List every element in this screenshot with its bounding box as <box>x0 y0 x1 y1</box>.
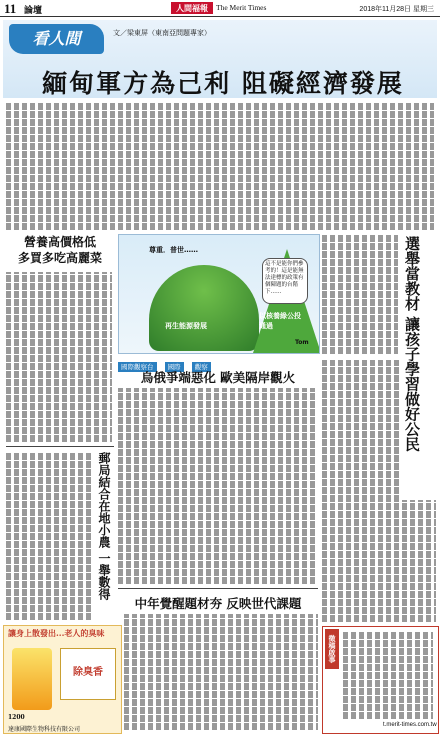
ad-product-image <box>12 648 52 710</box>
issue-date: 2018年11月28日 星期三 <box>359 6 434 13</box>
call-for-submissions-box <box>322 626 439 734</box>
bottom-article-text <box>124 614 318 730</box>
page-number: 11 <box>4 1 17 16</box>
ad-title: 讓身上散發出...老人的臭味 <box>8 628 105 638</box>
lead-article-text <box>6 102 434 230</box>
right-upper-text <box>322 234 398 354</box>
left-article-text <box>6 272 112 442</box>
ad-product-name: 除臭香 <box>73 667 103 678</box>
divider <box>6 446 114 447</box>
byline: 文／梁東屏（東南亞問題專家） <box>113 29 211 37</box>
right-vertical-headline: 選舉當教材 讓孩子學習做好公民 <box>403 236 421 452</box>
cartoon-caption-1: 尊重．普世…… <box>149 246 198 254</box>
cartoon-speech-bubble: 這不是能你們參考的！這是能無法達標的政策有個陳題的台階下…… <box>262 258 308 304</box>
left-headline-line2: 多買多吃高麗菜 <box>17 251 102 265</box>
tag-row <box>118 354 318 371</box>
advertisement[interactable] <box>3 625 122 734</box>
page-header <box>0 0 440 17</box>
divider <box>118 588 318 589</box>
cartoon-artist: Tom <box>295 339 309 346</box>
left-vertical-headline: 郵局結合在地小農 一舉數得 <box>97 452 111 601</box>
mid-article-text <box>118 388 318 584</box>
tag-1: 國際觀察台 <box>118 362 157 372</box>
tag-3: 觀察 <box>192 362 211 372</box>
left-headline-line1: 營養高價格低 <box>23 235 96 249</box>
tag-2: 國際 <box>165 362 184 372</box>
section-name: 論壇 <box>24 6 43 16</box>
newspaper-logo: 人間福報 <box>171 2 213 14</box>
left-lower-text <box>6 452 92 620</box>
submissions-label: 徵稿啟事 <box>325 629 339 669</box>
mid-headline: 烏俄爭端惡化 歐美隔岸觀火 <box>140 370 296 385</box>
cartoon-caption-2: 再生能源發展 <box>165 322 207 330</box>
cartoon-caption-3: 以核養綠公投通過 <box>259 312 301 330</box>
left-headline <box>8 234 112 266</box>
right-article-text-2 <box>402 500 436 622</box>
right-article-text <box>322 360 400 622</box>
ad-company: 達康國際生物科技有限公司 <box>8 726 81 733</box>
english-title: The Merit Times <box>216 3 267 12</box>
lead-article-banner <box>3 20 437 98</box>
lead-headline: 緬甸軍方為己利 阻礙經濟發展 <box>42 69 404 98</box>
ad-phone: 1200 <box>8 714 25 721</box>
ad-product-box <box>60 648 116 700</box>
submissions-url[interactable]: t.merit-times.com.tw <box>383 722 437 728</box>
cartoon-mound <box>149 265 259 351</box>
bottom-headline: 中年覺醒題材夯 反映世代課題 <box>134 596 302 611</box>
submissions-text <box>343 631 433 719</box>
column-name: 看人間 <box>9 24 104 54</box>
